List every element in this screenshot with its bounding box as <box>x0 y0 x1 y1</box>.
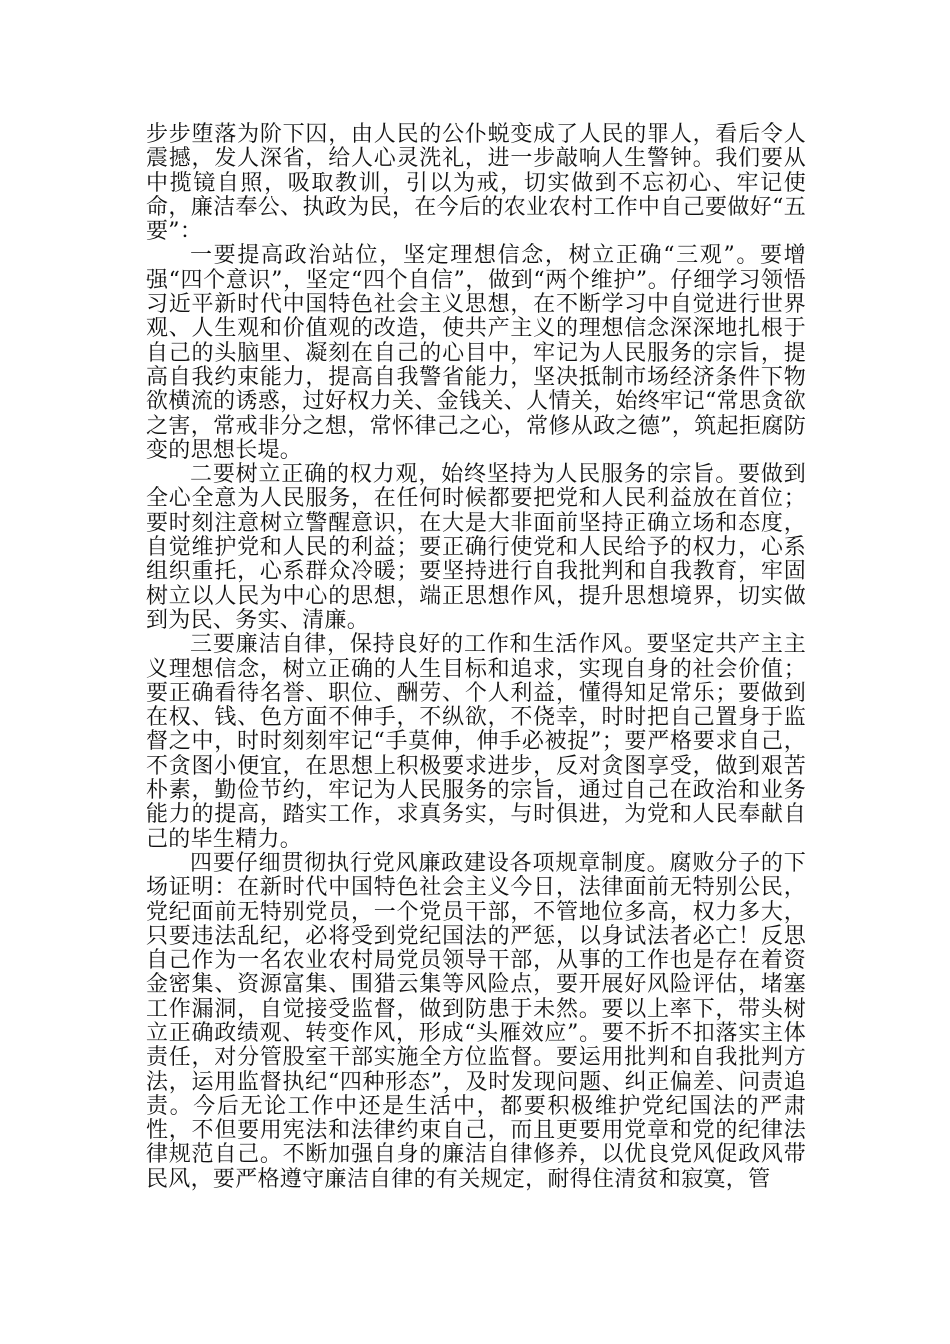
document-body <box>146 123 806 1192</box>
paragraph-fourth-requirement: 四要仔细贯彻执行党风廉政建设各项规章制度。腐败分子的下场证明：在新时代中国特色社会主义今日，法律面前无特别公民，党纪面前无特别党员，一个党员干部，不管地位多高，权力多大，只要违法乱纪，必将受到党纪国法的严惩，以身试法者必亡！反思自己作为一名农业农村局党员领导干部，从事的工作也是存在着资金密集、资源富集、围猎云集等风险点，要开展好风险评估，堵塞工作漏洞，自觉接受监督，做到防患于未然。要以上率下，带头树立正确政绩观、转变作风，形成“头雁效应”。要不折不扣落实主体责任，对分管股室干部实施全方位监督。要运用批判和自我批判方法，运用监督执纪“四种形态”，及时发现问题、纠正偏差、问责追责。今后无论工作中还是生活中，都要积极维护党纪国法的严肃性，不但要用宪法和法律约束自己，而且更要用党章和党的纪律法律规范自己。不断加强自身的廉洁自律修养，以优良党风促政风带民风，要严格遵守廉洁自律的有关规定，耐得住清贫和寂寞，管 <box>146 850 806 1192</box>
paragraph-first-requirement: 一要提高政治站位，坚定理想信念，树立正确“三观”。要增强“四个意识”，坚定“四个自信”，做到“两个维护”。仔细学习领悟习近平新时代中国特色社会主义思想，在不断学习中自觉进行世界观、人生观和价值观的改造，使共产主义的理想信念深深地扎根于自己的头脑里、凝刻在自己的心目中，牢记为人民服务的宗旨，提高自我约束能力，提高自我警省能力，坚决抵制市场经济条件下物欲横流的诱惑，过好权力关、金钱关、人情关，始终牢记“常思贪欲之害，常戒非分之想，常怀律己之心，常修从政之德”，筑起拒腐防变的思想长堤。 <box>146 243 806 463</box>
paragraph-second-requirement: 二要树立正确的权力观，始终坚持为人民服务的宗旨。要做到全心全意为人民服务，在任何时候都要把党和人民利益放在首位；要时刻注意树立警醒意识，在大是大非面前坚持正确立场和态度，自觉维护党和人民的利益；要正确行使党和人民给予的权力，心系组织重托，心系群众冷暖；要坚持进行自我批判和自我教育，牢固树立以人民为中心的思想，端正思想作风，提升思想境界，切实做到为民、务实、清廉。 <box>146 462 806 633</box>
paragraph-continuation: 步步堕落为阶下囚，由人民的公仆蜕变成了人民的罪人，看后令人震撼，发人深省，给人心灵洗礼，进一步敲响人生警钟。我们要从中揽镜自照，吸取教训，引以为戒，切实做到不忘初心、牢记使命，廉洁奉公、执政为民，在今后的农业农村工作中自己要做好“五要”： <box>146 122 806 245</box>
paragraph-third-requirement: 三要廉洁自律，保持良好的工作和生活作风。要坚定共产主主义理想信念，树立正确的人生目标和追求，实现自身的社会价值；要正确看待名誉、职位、酬劳、个人利益，懂得知足常乐；要做到在权、钱、色方面不伸手，不纵欲，不侥幸，时时把自己置身于监督之中，时时刻刻牢记“手莫伸，伸手必被捉”；要严格要求自己，不贪图小便宜，在思想上积极要求进步，反对贪图享受，做到艰苦朴素，勤俭节约，牢记为人民服务的宗旨，通过自己在政治和业务能力的提高，踏实工作，求真务实，与时俱进，为党和人民奉献自己的毕生精力。 <box>146 632 806 852</box>
